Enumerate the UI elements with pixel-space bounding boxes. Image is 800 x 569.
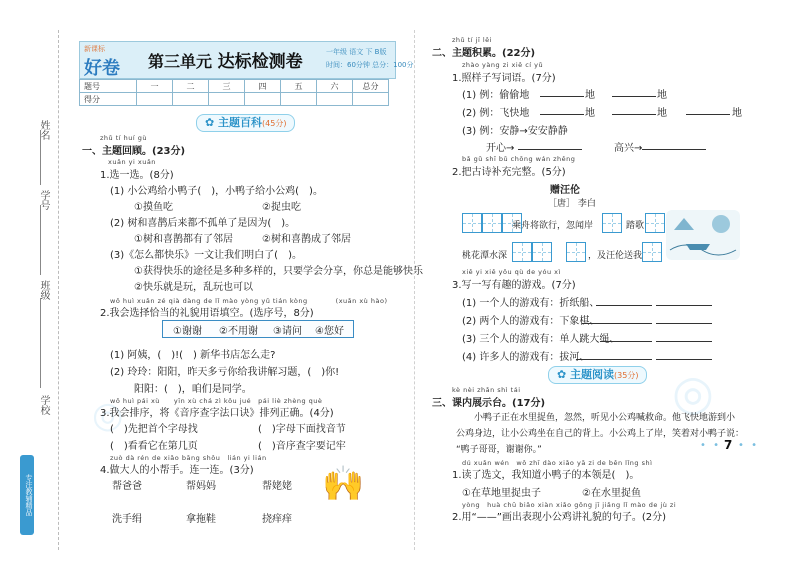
section-heading: 三、课内展示台。(17分): [432, 398, 546, 409]
answer-blank[interactable]: [540, 96, 584, 97]
question-text: (1) 阿姨，( )!( ) 新华书店怎么走?: [110, 350, 276, 361]
school-blank: [40, 298, 41, 388]
options-box: [162, 320, 354, 338]
question-text: (3)《怎么都快乐》一文让我们明白了( )。: [110, 250, 302, 261]
score-cell[interactable]: [245, 93, 281, 106]
question-text: (2) 两个人的游戏有：下象棋、: [462, 316, 600, 327]
pinyin: bǎ gǔ shī bǔ chōng wán zhěng: [462, 155, 576, 163]
class-label: 学号: [38, 190, 49, 210]
question-text: (3) 例：安静→安安静静: [462, 126, 568, 137]
pinyin: xuǎn yi xuǎn: [108, 158, 156, 166]
question-text: (2) 树和喜鹊后来都不孤单了是因为( )。: [110, 218, 296, 229]
poem-illustration: [666, 210, 740, 260]
question-text: (4) 许多人的游戏有：拔河、: [462, 352, 590, 363]
question-text: ( )先把首个字母找: [110, 424, 198, 435]
question-text: (1) 一个人的游戏有：折纸船、: [462, 298, 600, 309]
answer-blank[interactable]: [518, 149, 582, 150]
question-title: 2.把古诗补充完整。(5分): [452, 167, 566, 178]
char-box[interactable]: [566, 242, 586, 262]
option: ②不用谢: [219, 326, 258, 337]
answer-blank[interactable]: [656, 341, 712, 342]
poem-author: ［唐］ 李白: [548, 199, 596, 209]
score-table: 题号 一 二 三 四 五 六 总分 得分: [79, 79, 389, 106]
score-cell[interactable]: [209, 93, 245, 106]
decor-dots: • •: [700, 440, 721, 451]
name-blank: [40, 130, 41, 185]
option: ②捉虫吃: [262, 202, 301, 213]
char-box[interactable]: [642, 242, 662, 262]
score-cell[interactable]: [137, 93, 173, 106]
pinyin: zhào yàng zi xiě cí yǔ: [462, 61, 544, 69]
answer-blank[interactable]: [582, 323, 652, 324]
answer-blank[interactable]: [540, 114, 584, 115]
pinyin: wǒ huì xuǎn zé qià dàng de lǐ mào yòng yǔ tián kòng (xuǎn xù hào): [110, 297, 388, 305]
char-box[interactable]: [602, 213, 622, 233]
option: ②树和喜鹊成了邻居: [262, 234, 351, 245]
question-title: 1.选一选。(8分): [100, 170, 174, 181]
answer-blank[interactable]: [612, 96, 656, 97]
option: ①摸鱼吃: [134, 202, 173, 213]
cut-line: [58, 30, 59, 550]
match-item[interactable]: 帮妈妈: [186, 481, 216, 492]
hands-icon: 🙌: [322, 464, 365, 504]
question-text: ( )音序查字要记牢: [258, 441, 346, 452]
brand-logo: 新课标 好卷: [84, 45, 120, 79]
question-title: 1.照样子写词语。(7分): [452, 73, 556, 84]
name-label: 姓名: [38, 120, 49, 140]
question-text: ( )看看它在第几页: [110, 441, 198, 452]
question-text: (1) 小公鸡给小鸭子( )，小鸭子给小公鸡( )。: [110, 186, 323, 197]
score-cell[interactable]: [173, 93, 209, 106]
pinyin: zhǔ tí jī lěi: [452, 36, 492, 44]
answer-blank[interactable]: [642, 149, 706, 150]
question-text: (3) 三个人的游戏有：单人跳大绳、: [462, 334, 620, 345]
char-box[interactable]: [462, 213, 482, 233]
badge: 专注教辅精品: [20, 455, 34, 535]
char-box[interactable]: [532, 242, 552, 262]
question-text: 高兴→: [614, 143, 643, 154]
page-number: 7: [724, 438, 733, 452]
question-title: 4.做大人的小帮手。连一连。(3分): [100, 465, 254, 476]
pinyin: yòng huà chū biǎo xiàn xiǎo gōng jī jiǎng lǐ mào de jù zi: [462, 501, 677, 509]
option: ③请问: [273, 326, 302, 337]
poem-line: ，及汪伦送我: [588, 251, 643, 261]
question-text: 地: [732, 108, 742, 119]
question-title: 2.用“——”画出表现小公鸡讲礼貌的句子。(2分): [452, 512, 667, 523]
option: ②在水里捉鱼: [582, 488, 641, 499]
match-item[interactable]: 拿拖鞋: [186, 514, 216, 525]
answer-blank[interactable]: [686, 114, 730, 115]
answer-blank[interactable]: [656, 305, 712, 306]
passage-line: “鸭子哥哥，谢谢你。”: [456, 445, 542, 455]
boat-scene-icon: [666, 210, 740, 260]
section-pill-encyclopedia: ✿ 主题百科(45分): [196, 114, 295, 132]
question-text: 阳阳：( )，咱们是同学。: [134, 384, 252, 395]
answer-blank[interactable]: [656, 323, 712, 324]
score-cell[interactable]: [353, 93, 389, 106]
question-text: (2) 玲玲：阳阳，昨天多亏你给我讲解习题，( )你!: [110, 367, 340, 378]
question-text: 地: [657, 90, 667, 101]
class-blank: [40, 205, 41, 275]
pinyin: zhǔ tí huí gù: [100, 134, 147, 142]
school-label: 班级: [38, 280, 49, 300]
answer-blank[interactable]: [612, 114, 656, 115]
question-text: (1) 例：偷偷地: [462, 90, 530, 101]
passage-line: 公鸡身边，让小公鸡坐在自己的背上。小公鸡上了岸，笑着对小鸭子说：: [456, 429, 745, 439]
answer-blank[interactable]: [576, 359, 652, 360]
option: ①获得快乐的途径是多种多样的，只要学会分享，你总是能够快乐: [134, 266, 423, 277]
option: ②快乐就是玩，乱玩也可以: [134, 282, 253, 293]
exam-info: 一年级 语文 下 B版 时间：60分钟 总分：100分: [326, 48, 414, 69]
section-pill-reading: ✿ 主题阅读(35分): [548, 366, 647, 384]
section-heading: 一、主题回顾。(23分): [82, 146, 186, 157]
seat-label: 学校: [38, 395, 49, 415]
match-item[interactable]: 洗手绢: [112, 514, 142, 525]
pinyin: zuò dà rén de xiǎo bāng shǒu lián yi lián: [110, 454, 267, 462]
column-divider: [414, 30, 415, 550]
match-item[interactable]: 挠痒痒: [262, 514, 292, 525]
char-box[interactable]: [482, 213, 502, 233]
watermark-logo: ◎: [672, 365, 714, 421]
pinyin: wǒ huì pái xù yīn xù chá zì kǒu jué pái liè zhèng què: [110, 397, 323, 405]
option: ①树和喜鹊都有了邻居: [134, 234, 233, 245]
answer-blank[interactable]: [656, 359, 712, 360]
score-cell[interactable]: [281, 93, 317, 106]
match-item[interactable]: 帮姥姥: [262, 481, 292, 492]
watermark-logo: ◎: [92, 395, 124, 436]
question-text: (2) 例：飞快地: [462, 108, 530, 119]
question-title: 1.读了选文，我知道小鸭子的本领是( )。: [452, 470, 640, 481]
section-heading: 二、主题积累。(22分): [432, 48, 536, 59]
passage-line: 小鸭子正在水里捉鱼，忽然，听见小公鸡喊救命。他飞快地游到小: [474, 413, 736, 423]
poem-line: 踏歌: [626, 221, 645, 231]
question-text: 开心→: [486, 143, 515, 154]
question-text: 地: [585, 90, 595, 101]
poem-title: 赠汪伦: [550, 185, 580, 196]
score-cell[interactable]: [317, 93, 353, 106]
question-title: 3.写一写有趣的游戏。(7分): [452, 280, 576, 291]
answer-blank[interactable]: [600, 341, 652, 342]
question-text: ( )字母下面找音节: [258, 424, 346, 435]
page-title: 第三单元 达标检测卷: [148, 52, 303, 72]
pinyin: dú xuǎn wén wǒ zhī dào xiǎo yā zi de běn lǐng shì: [462, 459, 653, 467]
option: ①谢谢: [173, 326, 202, 337]
answer-blank[interactable]: [596, 305, 652, 306]
option: ①在草地里捉虫子: [462, 488, 541, 499]
poem-line: 乘舟将欲行，忽闻岸: [512, 221, 594, 231]
decor-dots: • •: [738, 440, 759, 451]
pinyin: kè nèi zhǎn shì tái: [452, 386, 521, 394]
pinyin: xiě yi xiě yǒu qù de yóu xì: [462, 268, 561, 276]
question-title: 3.我会排序，将《音序查字法口诀》排列正确。(4分): [100, 408, 334, 419]
char-box[interactable]: [645, 213, 665, 233]
char-box[interactable]: [512, 242, 532, 262]
option: ④您好: [315, 326, 344, 337]
question-text: 地: [657, 108, 667, 119]
question-text: 地: [585, 108, 595, 119]
poem-line: 桃花潭水深: [462, 251, 508, 261]
question-title: 2.我会选择恰当的礼貌用语填空。(选序号，8分): [100, 308, 314, 319]
match-item[interactable]: 帮爸爸: [112, 481, 142, 492]
